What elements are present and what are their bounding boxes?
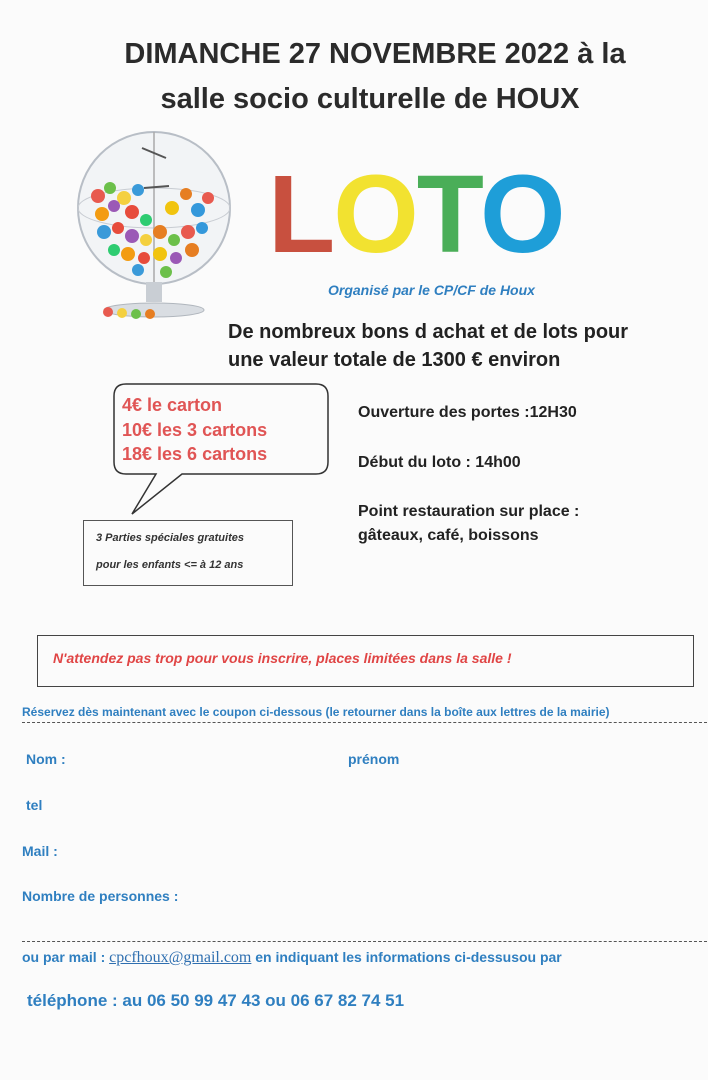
price-six-cards: 18€ les 6 cartons (122, 444, 268, 464)
contact-mail-suffix: en indiquant les informations ci-dessusou par (255, 949, 562, 965)
special-games-box (83, 520, 293, 586)
coupon-cut-line-bottom (22, 941, 707, 942)
event-date-heading: DIMANCHE 27 NOVEMBRE 2022 à la (124, 38, 626, 70)
food-line-1: Point restauration sur place : (358, 503, 580, 520)
organiser-line: Organisé par le CP/CF de Houx (328, 282, 535, 298)
special-games-line-1: 3 Parties spéciales gratuites (96, 532, 244, 544)
reservation-instruction: Réservez dès maintenant avec le coupon ci-dessous (le retourner dans la boîte aux lettres de la mairie) (22, 705, 610, 719)
food-line-2: gâteaux, café, boissons (358, 527, 539, 544)
prizes-line-1: De nombreux bons d achat et de lots pour (228, 321, 629, 343)
price-three-cards: 10€ les 3 cartons (122, 420, 268, 440)
loto-letter-o1: O (333, 153, 417, 276)
start-time: Début du loto : 14h00 (358, 454, 521, 471)
price-single-card: 4€ le carton (122, 395, 223, 415)
opening-time: Ouverture des portes :12H30 (358, 404, 577, 421)
venue-heading: salle socio culturelle de HOUX (160, 83, 580, 115)
loto-logo (268, 153, 564, 276)
form-label-mail: Mail : (22, 843, 58, 859)
lottery-drum-icon (74, 128, 234, 320)
warning-text: N'attendez pas trop pour vous inscrire, places limitées dans la salle ! (53, 650, 512, 666)
prizes-line-2: une valeur totale de 1300 € environ (228, 349, 561, 371)
contact-phone-line: téléphone : au 06 50 99 47 43 ou 06 67 82 74 51 (27, 991, 405, 1010)
contact-mail-line (22, 949, 562, 967)
form-label-personnes: Nombre de personnes : (22, 888, 179, 904)
special-games-line-2: pour les enfants <= à 12 ans (96, 559, 244, 571)
loto-letter-o2: O (479, 153, 564, 276)
contact-email-link[interactable]: cpcfhoux@gmail.com (109, 949, 252, 966)
loto-letter-t: T (416, 153, 480, 276)
contact-mail-prefix: ou par mail : (22, 949, 106, 965)
form-label-tel: tel (26, 797, 43, 813)
loto-letter-l: L (268, 153, 334, 276)
prizes-text (228, 318, 628, 374)
form-label-nom: Nom : (26, 751, 66, 767)
form-label-prenom: prénom (348, 751, 400, 767)
coupon-cut-line-top (22, 722, 707, 723)
